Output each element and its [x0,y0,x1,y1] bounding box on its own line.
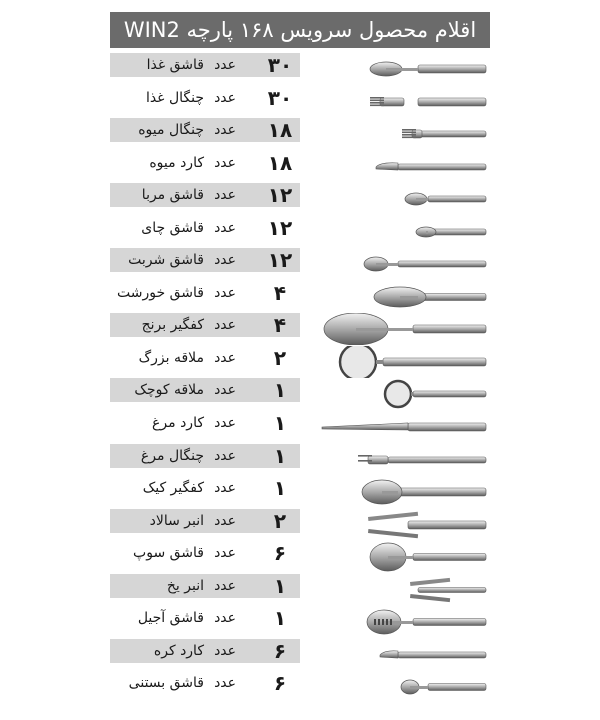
item-quantity: ۱ [273,411,287,436]
list-item [110,118,300,142]
large-ladle-icon [318,346,490,379]
page-title: اقلام محصول سرویس ۱۶۸ پارچه WIN2 [110,12,490,48]
item-name: قاشق سوپ [133,545,204,562]
syrup-spoon-icon [318,248,490,281]
fruit-fork-icon [318,118,490,151]
item-quantity: ۱ [273,443,287,468]
list-item [110,183,300,207]
butter-knife-icon [318,639,490,672]
item-name: کارد مرغ [152,415,204,432]
list-item [110,411,300,435]
utensil-images [318,53,490,704]
item-name: قاشق آجیل [137,610,204,627]
item-quantity: ۱۲ [267,248,293,273]
soup-spoon-icon [318,541,490,574]
cake-server-icon [318,476,490,509]
item-unit: عدد [214,610,236,627]
item-unit: عدد [214,480,236,497]
small-ladle-icon [318,378,490,411]
list-item [110,574,300,598]
item-quantity: ۶ [273,541,287,566]
item-unit: عدد [214,89,236,106]
item-unit: عدد [214,545,236,562]
dinner-fork-icon [318,86,490,119]
item-quantity: ۱۸ [267,118,293,143]
chicken-fork-icon [318,444,490,477]
list-item [110,216,300,240]
stew-spoon-icon [318,281,490,314]
item-unit: عدد [214,57,236,73]
item-list [110,53,300,704]
item-unit: عدد [214,317,236,334]
item-name: کفگیر برنج [141,317,204,334]
item-quantity: ۶ [273,638,287,663]
item-quantity: ۲ [273,345,287,370]
item-name: قاشق چای [141,219,204,236]
item-name: کارد کره [153,642,204,659]
item-name: انبر یخ [166,577,204,594]
ice-cream-spoon-icon [318,671,490,704]
item-quantity: ۱۲ [267,215,293,240]
item-unit: عدد [214,187,236,204]
item-unit: عدد [214,642,236,659]
list-item [110,671,300,695]
item-quantity: ۲ [273,508,287,533]
item-unit: عدد [214,382,236,399]
list-item [110,281,300,305]
item-unit: عدد [214,447,236,464]
list-item [110,86,300,110]
tea-spoon-icon [318,216,490,249]
item-name: چنگال غذا [145,89,204,106]
list-item [110,444,300,468]
item-name: کفگیر کیک [142,480,204,497]
list-item [110,476,300,500]
list-item [110,378,300,402]
list-item [110,509,300,533]
item-unit: عدد [214,415,236,432]
item-quantity: ۱ [273,573,287,598]
list-item [110,346,300,370]
item-quantity: ۱۸ [267,150,293,175]
item-quantity: ۳۰ [267,85,293,110]
item-name: چنگال میوه [138,122,204,139]
item-name: قاشق غذا [146,57,204,73]
item-quantity: ۴ [273,280,287,305]
salad-tongs-icon [318,509,490,542]
ice-tongs-icon [318,574,490,607]
nut-spoon-icon [318,606,490,639]
item-quantity: ۱۲ [267,183,293,208]
item-unit: عدد [214,154,236,171]
list-item [110,541,300,565]
item-unit: عدد [214,577,236,594]
item-name: قاشق شربت [128,252,204,269]
item-unit: عدد [214,675,236,692]
item-unit: عدد [214,219,236,236]
item-unit: عدد [214,252,236,269]
item-name: ملاقه بزرگ [138,349,204,366]
item-name: ملاقه کوچک [134,382,204,399]
item-unit: عدد [214,349,236,366]
item-quantity: ۱ [273,378,287,403]
item-unit: عدد [214,284,236,301]
item-name: قاشق خورشت [117,284,204,301]
item-name: انبر سالاد [149,512,204,529]
item-quantity: ۶ [273,671,287,696]
chicken-knife-icon [318,411,490,444]
item-unit: عدد [214,122,236,139]
list-item [110,53,300,77]
item-unit: عدد [214,512,236,529]
list-item [110,248,300,272]
item-name: کارد میوه [149,154,204,171]
jam-spoon-icon [318,183,490,216]
item-name: قاشق بستنی [128,675,204,692]
list-item [110,639,300,663]
fruit-knife-icon [318,151,490,184]
item-quantity: ۱ [273,476,287,501]
item-quantity: ۴ [273,313,287,338]
rice-spatula-icon [318,313,490,346]
item-quantity: ۳۰ [267,53,293,77]
item-name: چنگال مرغ [140,447,204,464]
list-item [110,313,300,337]
dinner-spoon-icon [318,53,490,86]
item-name: قاشق مربا [141,187,204,204]
list-item [110,151,300,175]
item-quantity: ۱ [273,606,287,631]
list-item [110,606,300,630]
